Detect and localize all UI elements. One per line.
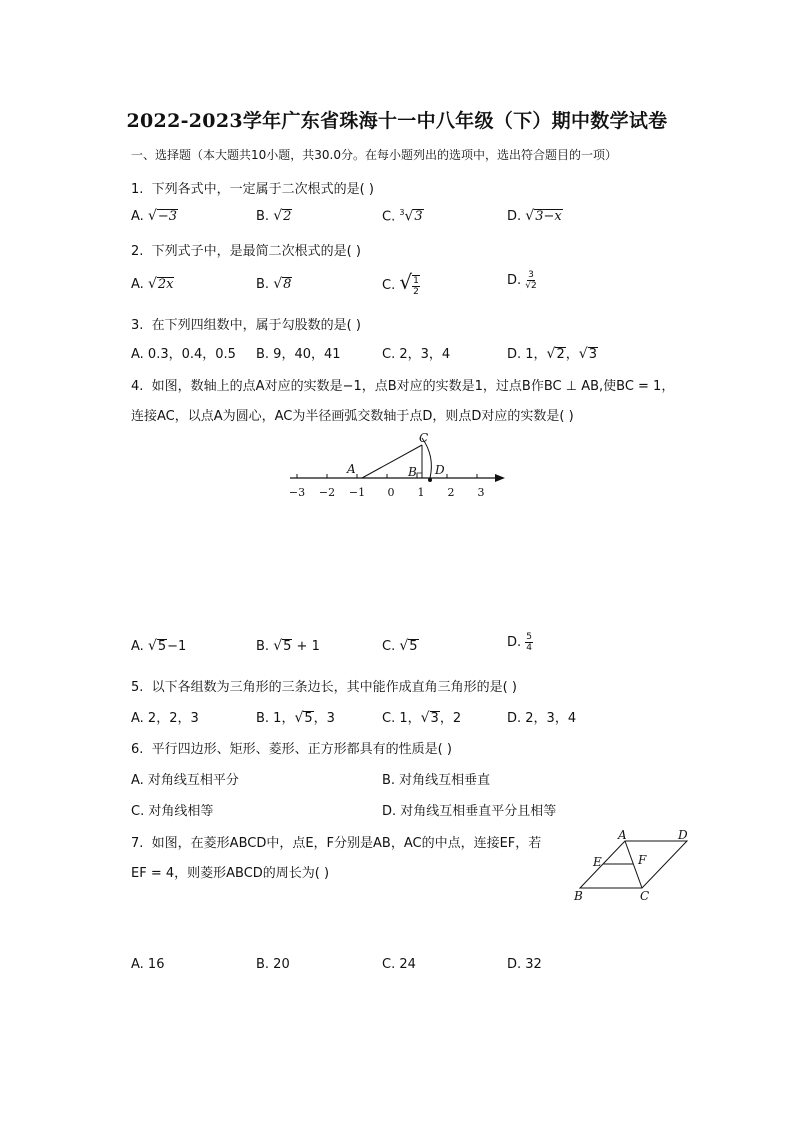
option-label: C. 1， bbox=[382, 711, 421, 726]
point-label-A: A bbox=[618, 828, 627, 842]
question-7 bbox=[131, 832, 541, 851]
fraction-denominator: 2 bbox=[531, 281, 537, 291]
fraction-numerator: 5 bbox=[526, 632, 533, 642]
q7-option-a[interactable]: A. 16 bbox=[131, 957, 165, 972]
q4-option-b[interactable]: B. √5 + 1 bbox=[256, 638, 320, 654]
rhombus-figure bbox=[570, 826, 700, 908]
radicand: 5 bbox=[283, 639, 292, 654]
number-line-figure bbox=[285, 428, 515, 508]
option-label: D. bbox=[507, 273, 522, 288]
section-heading: 一、选择题（本大题共10小题，共30.0分。在每小题列出的选项中，选出符合题目的一项） bbox=[131, 148, 617, 162]
radicand: 5 bbox=[304, 711, 313, 726]
q5-option-a[interactable]: A. 2，2，3 bbox=[131, 711, 199, 726]
fraction-numerator: 3 bbox=[528, 270, 534, 280]
root-index: 3 bbox=[399, 208, 405, 217]
question-stem: 平行四边形、矩形、菱形、正方形都具有的性质是( ) bbox=[151, 742, 452, 757]
question-number: 4. bbox=[131, 379, 144, 394]
option-label: B. bbox=[256, 639, 270, 654]
question-stem-line-1: 如图，在菱形ABCD中，点E，F分别是AB，AC的中点，连接EF，若 bbox=[151, 836, 542, 851]
expression-tail: ，2 bbox=[439, 711, 462, 726]
point-label-A: A bbox=[347, 462, 356, 476]
question-number: 3. bbox=[131, 318, 144, 333]
tick-marks bbox=[297, 474, 477, 478]
q7-option-b[interactable]: B. 20 bbox=[256, 957, 290, 972]
option-label: A. bbox=[131, 277, 144, 292]
q1-option-b[interactable]: B. √2 bbox=[256, 208, 292, 224]
q6-option-b[interactable]: B. 对角线互相垂直 bbox=[382, 773, 491, 788]
q4-option-c[interactable]: C. √5 bbox=[382, 638, 418, 654]
fraction-numerator: 1 bbox=[413, 275, 419, 286]
q1-option-d[interactable]: D. √3−x bbox=[507, 208, 562, 224]
point-label-F: F bbox=[638, 853, 647, 867]
q5-option-d[interactable]: D. 2，3，4 bbox=[507, 711, 577, 726]
radicand: 5 bbox=[409, 639, 418, 654]
radicand: 5 bbox=[157, 639, 167, 654]
option-label: C. bbox=[382, 278, 396, 293]
radicand: 3 bbox=[414, 209, 423, 225]
radicand: 3 bbox=[430, 711, 439, 726]
page-title: 2022-2023学年广东省珠海十一中八年级（下）期中数学试卷 bbox=[126, 110, 668, 132]
radicand: 2 bbox=[556, 347, 565, 362]
q4-option-a[interactable]: A. √5−1 bbox=[131, 638, 187, 654]
q2-option-a[interactable]: A. √2x bbox=[131, 276, 174, 292]
question-1 bbox=[131, 178, 374, 197]
radicand: 3−x bbox=[535, 209, 562, 224]
expression-tail: −1 bbox=[167, 639, 187, 654]
q3-option-a[interactable]: A. 0.3，0.4，0.5 bbox=[131, 347, 236, 362]
question-2 bbox=[131, 240, 361, 259]
point-label-C: C bbox=[419, 431, 429, 445]
option-label: C. bbox=[382, 209, 396, 225]
option-label: D. bbox=[507, 635, 522, 650]
option-label: D. bbox=[507, 209, 522, 224]
tick-label: 0 bbox=[387, 486, 395, 499]
radicand: −3 bbox=[157, 209, 178, 224]
q7-option-d[interactable]: D. 32 bbox=[507, 957, 542, 972]
arrow-head bbox=[495, 474, 505, 482]
tick-label: 3 bbox=[477, 486, 485, 499]
question-stem-line-1: 如图，数轴上的点A对应的实数是−1，点B对应的实数是1，过点B作BC ⊥ AB,使BC = 1， bbox=[151, 379, 675, 394]
q7-option-c[interactable]: C. 24 bbox=[382, 957, 416, 972]
q2-option-d[interactable]: D. $\frac{3}{√2}$ bbox=[507, 270, 537, 291]
point-label-B: B bbox=[408, 465, 417, 479]
q6-option-a[interactable]: A. 对角线互相平分 bbox=[131, 773, 239, 788]
q3-option-c[interactable]: C. 2，3，4 bbox=[382, 347, 451, 362]
point-label-D: D bbox=[435, 463, 445, 477]
right-angle-mark bbox=[417, 473, 422, 478]
question-number: 1. bbox=[131, 182, 144, 197]
question-6 bbox=[131, 738, 452, 757]
option-label: B. bbox=[256, 209, 270, 224]
separator: ， bbox=[565, 347, 579, 362]
question-7-line-2: EF = 4，则菱形ABCD的周长为( ) bbox=[131, 866, 330, 881]
q6-option-d[interactable]: D. 对角线互相垂直平分且相等 bbox=[382, 804, 557, 819]
question-stem: 下列各式中，一定属于二次根式的是( ) bbox=[151, 182, 374, 197]
option-label: B. bbox=[256, 277, 270, 292]
point-label-E: E bbox=[593, 855, 602, 869]
question-4 bbox=[131, 375, 674, 394]
point-label-D: D bbox=[678, 828, 688, 842]
q1-option-c[interactable]: C. $^3$√3 bbox=[382, 208, 423, 225]
expression-tail: + 1 bbox=[292, 639, 320, 654]
option-label: A. bbox=[131, 639, 144, 654]
q5-option-c[interactable]: C. 1，√3，2 bbox=[382, 710, 462, 726]
radicand: 3 bbox=[588, 347, 597, 362]
question-3 bbox=[131, 314, 361, 333]
fraction-denominator: 2 bbox=[413, 286, 419, 297]
q2-option-b[interactable]: B. √8 bbox=[256, 276, 292, 292]
question-4-line-2: 连接AC，以点A为圆心，AC为半径画弧交数轴于点D，则点D对应的实数是( ) bbox=[131, 409, 574, 424]
q1-option-a[interactable]: A. √−3 bbox=[131, 208, 178, 224]
option-label: D. 1， bbox=[507, 347, 547, 362]
q2-option-c[interactable]: C. √ $\frac{1}{2}$ bbox=[382, 270, 419, 297]
tick-label: 2 bbox=[447, 486, 455, 499]
option-label: B. 1， bbox=[256, 711, 295, 726]
tick-label: −2 bbox=[318, 486, 336, 499]
radicand: 2x bbox=[157, 277, 174, 292]
tick-label: 1 bbox=[417, 486, 425, 499]
question-number: 2. bbox=[131, 244, 144, 259]
point-D bbox=[428, 478, 432, 482]
point-label-C: C bbox=[640, 889, 650, 903]
fraction-denominator: 4 bbox=[526, 643, 533, 653]
radicand: 2 bbox=[283, 209, 292, 224]
q4-option-d[interactable] bbox=[507, 632, 533, 653]
question-stem: 在下列四组数中，属于勾股数的是( ) bbox=[151, 318, 361, 333]
question-5 bbox=[131, 676, 517, 695]
radicand: 8 bbox=[283, 277, 292, 292]
q3-option-b[interactable]: B. 9，40，41 bbox=[256, 347, 341, 362]
q3-option-d[interactable]: D. 1，√2，√3 bbox=[507, 346, 597, 362]
q5-option-b[interactable]: B. 1，√5，3 bbox=[256, 710, 335, 726]
question-number: 5. bbox=[131, 680, 144, 695]
question-stem: 以下各组数为三角形的三条边长，其中能作成直角三角形的是( ) bbox=[151, 680, 517, 695]
expression-tail: ，3 bbox=[313, 711, 335, 726]
tick-label: −3 bbox=[288, 486, 306, 499]
option-label: A. bbox=[131, 209, 144, 224]
question-number: 7. bbox=[131, 836, 144, 851]
point-label-B: B bbox=[574, 889, 583, 903]
question-stem: 下列式子中，是最简二次根式的是( ) bbox=[151, 244, 361, 259]
q6-option-c[interactable]: C. 对角线相等 bbox=[131, 804, 214, 819]
option-label: C. bbox=[382, 639, 396, 654]
question-number: 6. bbox=[131, 742, 144, 757]
tick-label: −1 bbox=[348, 486, 366, 499]
